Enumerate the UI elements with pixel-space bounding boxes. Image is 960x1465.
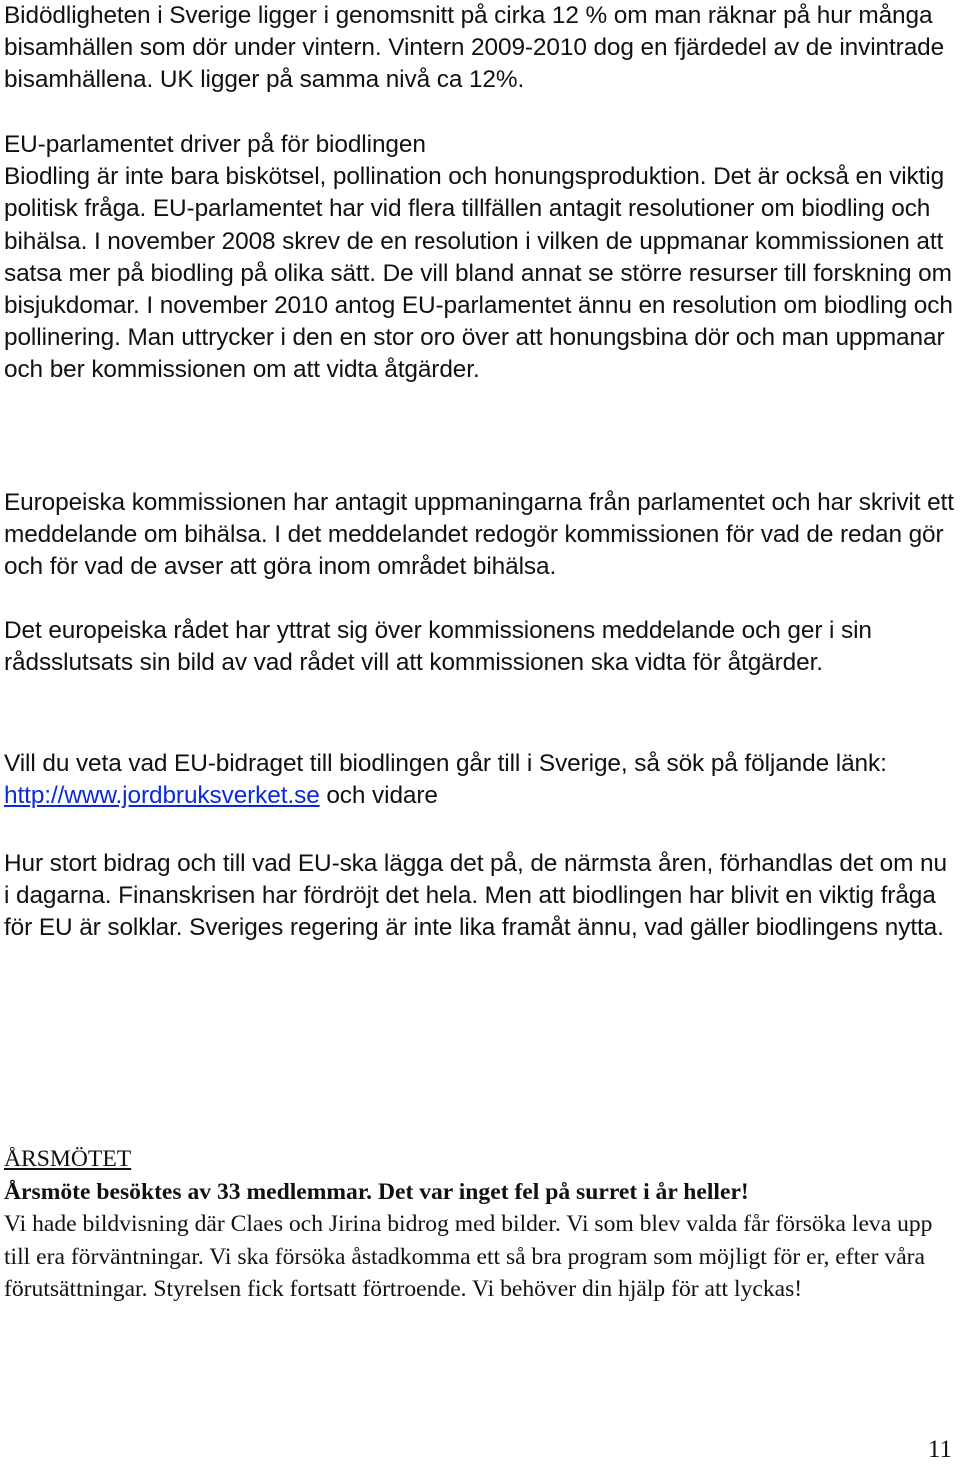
commission-paragraph: Europeiska kommissionen har antagit uppmaningarna från parlamentet och har skrivit ett meddelande om bihälsa. I det meddelandet redogör kommissionen för vad de redan gör och för vad de avser att göra inom området bihälsa. (4, 489, 954, 581)
arsmote-section (4, 1143, 954, 1306)
link-paragraph-after: och vidare (319, 782, 438, 810)
council-paragraph: Det europeiska rådet har yttrat sig över kommissionens meddelande och ger i sin rådsslutsats sin bild av vad rådet vill att kommissionen ska vidta för åtgärder. (4, 617, 872, 677)
future-paragraph: Hur stort bidrag och till vad EU-ska lägga det på, de närmsta åren, förhandlas det om nu i dagarna. Finanskrisen har fördröjt det hela. Men att biodlingen har blivit en viktig fråga för EU är solklar. Sveriges regering är inte lika framåt ännu, vad gäller biodlingens nytta. (4, 850, 947, 942)
link-paragraph-before: Vill du veta vad EU-bidraget till biodlingen går till i Sverige, så sök på följande länk: (4, 750, 887, 777)
intro-paragraph: Bidödligheten i Sverige ligger i genomsnitt på cirka 12 % om man räknar på hur många bisamhällen som dör under vintern. Vintern 2009-2010 dog en fjärdedel av de invintrade bisamhällena. UK ligger på samma nivå ca 12%. (4, 2, 945, 94)
arsmote-heading: ÅRSMÖTET (4, 1146, 132, 1172)
jordbruksverket-link[interactable]: http://www.jordbruksverket.se (4, 782, 320, 810)
page-number: 11 (927, 1436, 952, 1463)
eu-section (4, 129, 954, 387)
eu-section-heading: EU-parlamentet driver på för biodlingen (4, 131, 426, 158)
arsmote-body: Vi hade bildvisning där Claes och Jirina bidrog med bilder. Vi som blev valda får försöka leva upp till era förväntningar. Vi ska försöka åstadkomma ett så bra program som möjligt för er, efter våra förutsättningar. Styrelsen fick fortsatt förtroende. Vi behöver din hjälp för att lyckas! (4, 1211, 933, 1302)
link-paragraph (4, 748, 954, 812)
arsmote-bold-line: Årsmöte besöktes av 33 medlemmar. Det var inget fel på surret i år heller! (4, 1178, 749, 1205)
eu-section-body: Biodling är inte bara biskötsel, pollination och honungsproduktion. Det är också en viktig politisk fråga. EU-parlamentet har vid flera tillfällen antagit resolutioner om biodling och bihälsa. I november 2008 skrev de en resolution i vilken de uppmanar kommissionen att satsa mer på biodling på olika sätt. De vill bland annat se större resurser till forskning om bisjukdomar. I november 2010 antog EU-parlamentet ännu en resolution om biodling och pollinering. Man uttrycker i den en stor oro över att honungsbina dör och man uppmanar och ber kommissionen om att vidta åtgärder. (4, 163, 953, 384)
